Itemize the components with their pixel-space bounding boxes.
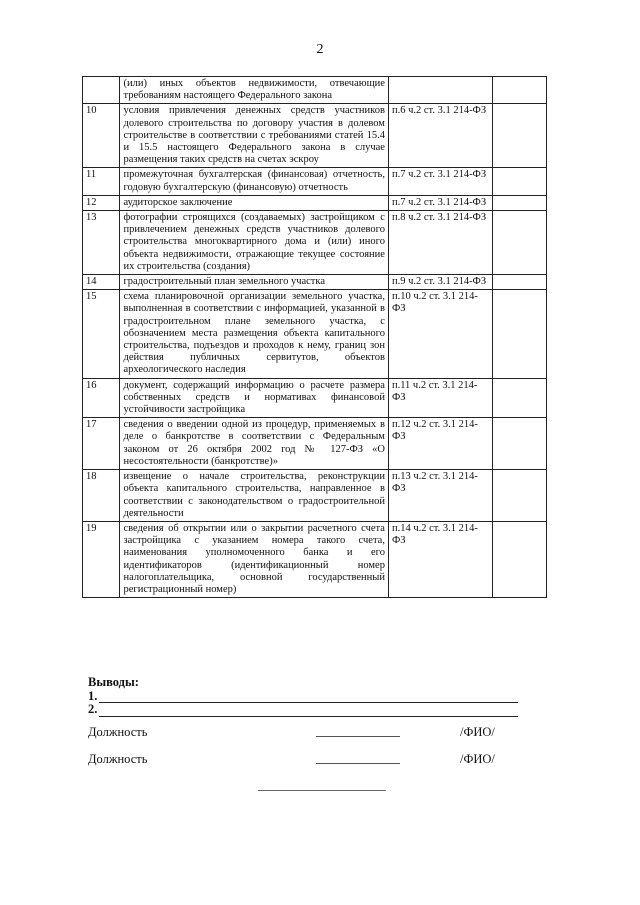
row-law-reference: п.13 ч.2 ст. 3.1 214-ФЗ — [388, 470, 492, 522]
page-number: 2 — [316, 42, 324, 57]
table-row — [83, 195, 547, 210]
row-extra-cell — [493, 418, 547, 470]
table-row — [83, 418, 547, 470]
conclusion-blank — [99, 705, 518, 717]
fio-label: /ФИО/ — [460, 725, 495, 739]
row-description: схема планировочной организации земельного участка, выполненная в соответствии с информацией, указанной в градостроительном плане земельного участка, с обозначением места размещения объекта капитального строительства, подъездов и проходов к нему, границ зон действия публичных сервитутов, объектов археологического наследия — [120, 290, 388, 378]
row-law-reference — [388, 77, 492, 104]
conclusions-section — [88, 676, 518, 717]
row-extra-cell — [493, 521, 547, 597]
row-description: извещение о начале строительства, реконструкции объекта капитального строительства, направленное в соответствии с законодательством о градостроительной деятельности — [120, 470, 388, 522]
requirements-table — [82, 76, 547, 598]
row-number: 13 — [83, 211, 120, 275]
row-law-reference: п.7 ч.2 ст. 3.1 214-ФЗ — [388, 168, 492, 195]
row-number: 11 — [83, 168, 120, 195]
row-description: сведения о введении одной из процедур, применяемых в деле о банкротстве в соответствии с Федеральным законом от 26 октября 2002 год № 127-ФЗ «О несостоятельности (банкротстве)» — [120, 418, 388, 470]
row-extra-cell — [493, 275, 547, 290]
position-label: Должность — [88, 725, 148, 739]
conclusion-line-2 — [88, 703, 518, 717]
row-law-reference: п.7 ч.2 ст. 3.1 214-ФЗ — [388, 195, 492, 210]
bottom-divider — [258, 790, 386, 791]
row-extra-cell — [493, 104, 547, 168]
row-law-reference: п.14 ч.2 ст. 3.1 214-ФЗ — [388, 521, 492, 597]
row-description: (или) иных объектов недвижимости, отвечающие требованиям настоящего Федерального закона — [120, 77, 388, 104]
table-row — [83, 77, 547, 104]
row-law-reference: п.8 ч.2 ст. 3.1 214-ФЗ — [388, 211, 492, 275]
row-number: 12 — [83, 195, 120, 210]
row-extra-cell — [493, 470, 547, 522]
row-extra-cell — [493, 211, 547, 275]
table-row — [83, 168, 547, 195]
row-extra-cell — [493, 378, 547, 418]
row-description: промежуточная бухгалтерская (финансовая) отчетность, годовую бухгалтерскую (финансовую) отчетность — [120, 168, 388, 195]
row-number: 19 — [83, 521, 120, 597]
conclusion-number: 2. — [88, 702, 98, 716]
conclusion-blank — [99, 691, 518, 703]
row-extra-cell — [493, 168, 547, 195]
conclusion-number: 1. — [88, 688, 98, 703]
row-number: 10 — [83, 104, 120, 168]
row-law-reference: п.12 ч.2 ст. 3.1 214-ФЗ — [388, 418, 492, 470]
row-extra-cell — [493, 290, 547, 378]
table-row — [83, 275, 547, 290]
table-row — [83, 104, 547, 168]
table-row — [83, 378, 547, 418]
row-law-reference: п.6 ч.2 ст. 3.1 214-ФЗ — [388, 104, 492, 168]
conclusion-line-1 — [88, 690, 518, 704]
table-row — [83, 470, 547, 522]
row-number: 16 — [83, 378, 120, 418]
row-extra-cell — [493, 77, 547, 104]
row-law-reference: п.11 ч.2 ст. 3.1 214-ФЗ — [388, 378, 492, 418]
row-law-reference: п.9 ч.2 ст. 3.1 214-ФЗ — [388, 275, 492, 290]
row-number: 18 — [83, 470, 120, 522]
row-description: сведения об открытии или о закрытии расчетного счета застройщика с указанием номера такого счета, наименования уполномоченного банка и его идентификаторов (идентификационный номер налогоплательщика, основной государственный регистрационный номер) — [120, 521, 388, 597]
row-number — [83, 77, 120, 104]
row-description: условия привлечения денежных средств участников долевого строительства по договору участия в долевом строительстве в соответствии с требованиями статей 15.4 и 15.5 настоящего Федерального закона в случае размещения таких средств на счетах эскроу — [120, 104, 388, 168]
table-row — [83, 521, 547, 597]
table-row — [83, 211, 547, 275]
row-number: 15 — [83, 290, 120, 378]
table-row — [83, 290, 547, 378]
row-number: 17 — [83, 418, 120, 470]
row-number: 14 — [83, 275, 120, 290]
row-description: градостроительный план земельного участка — [120, 275, 388, 290]
row-description: аудиторское заключение — [120, 195, 388, 210]
row-law-reference: п.10 ч.2 ст. 3.1 214-ФЗ — [388, 290, 492, 378]
signature-blank — [316, 736, 400, 737]
signature-blank — [316, 763, 400, 764]
conclusions-title: Выводы: — [88, 675, 139, 689]
fio-label: /ФИО/ — [460, 752, 495, 766]
position-label: Должность — [88, 752, 148, 766]
row-extra-cell — [493, 195, 547, 210]
row-description: документ, содержащий информацию о расчете размера собственных средств и нормативах финансовой устойчивости застройщика — [120, 378, 388, 418]
row-description: фотографии строящихся (создаваемых) застройщиком с привлечением денежных средств участников долевого строительства многоквартирного дома и (или) иного объекта недвижимости, отражающие текущее состояние их строительства (создания) — [120, 211, 388, 275]
